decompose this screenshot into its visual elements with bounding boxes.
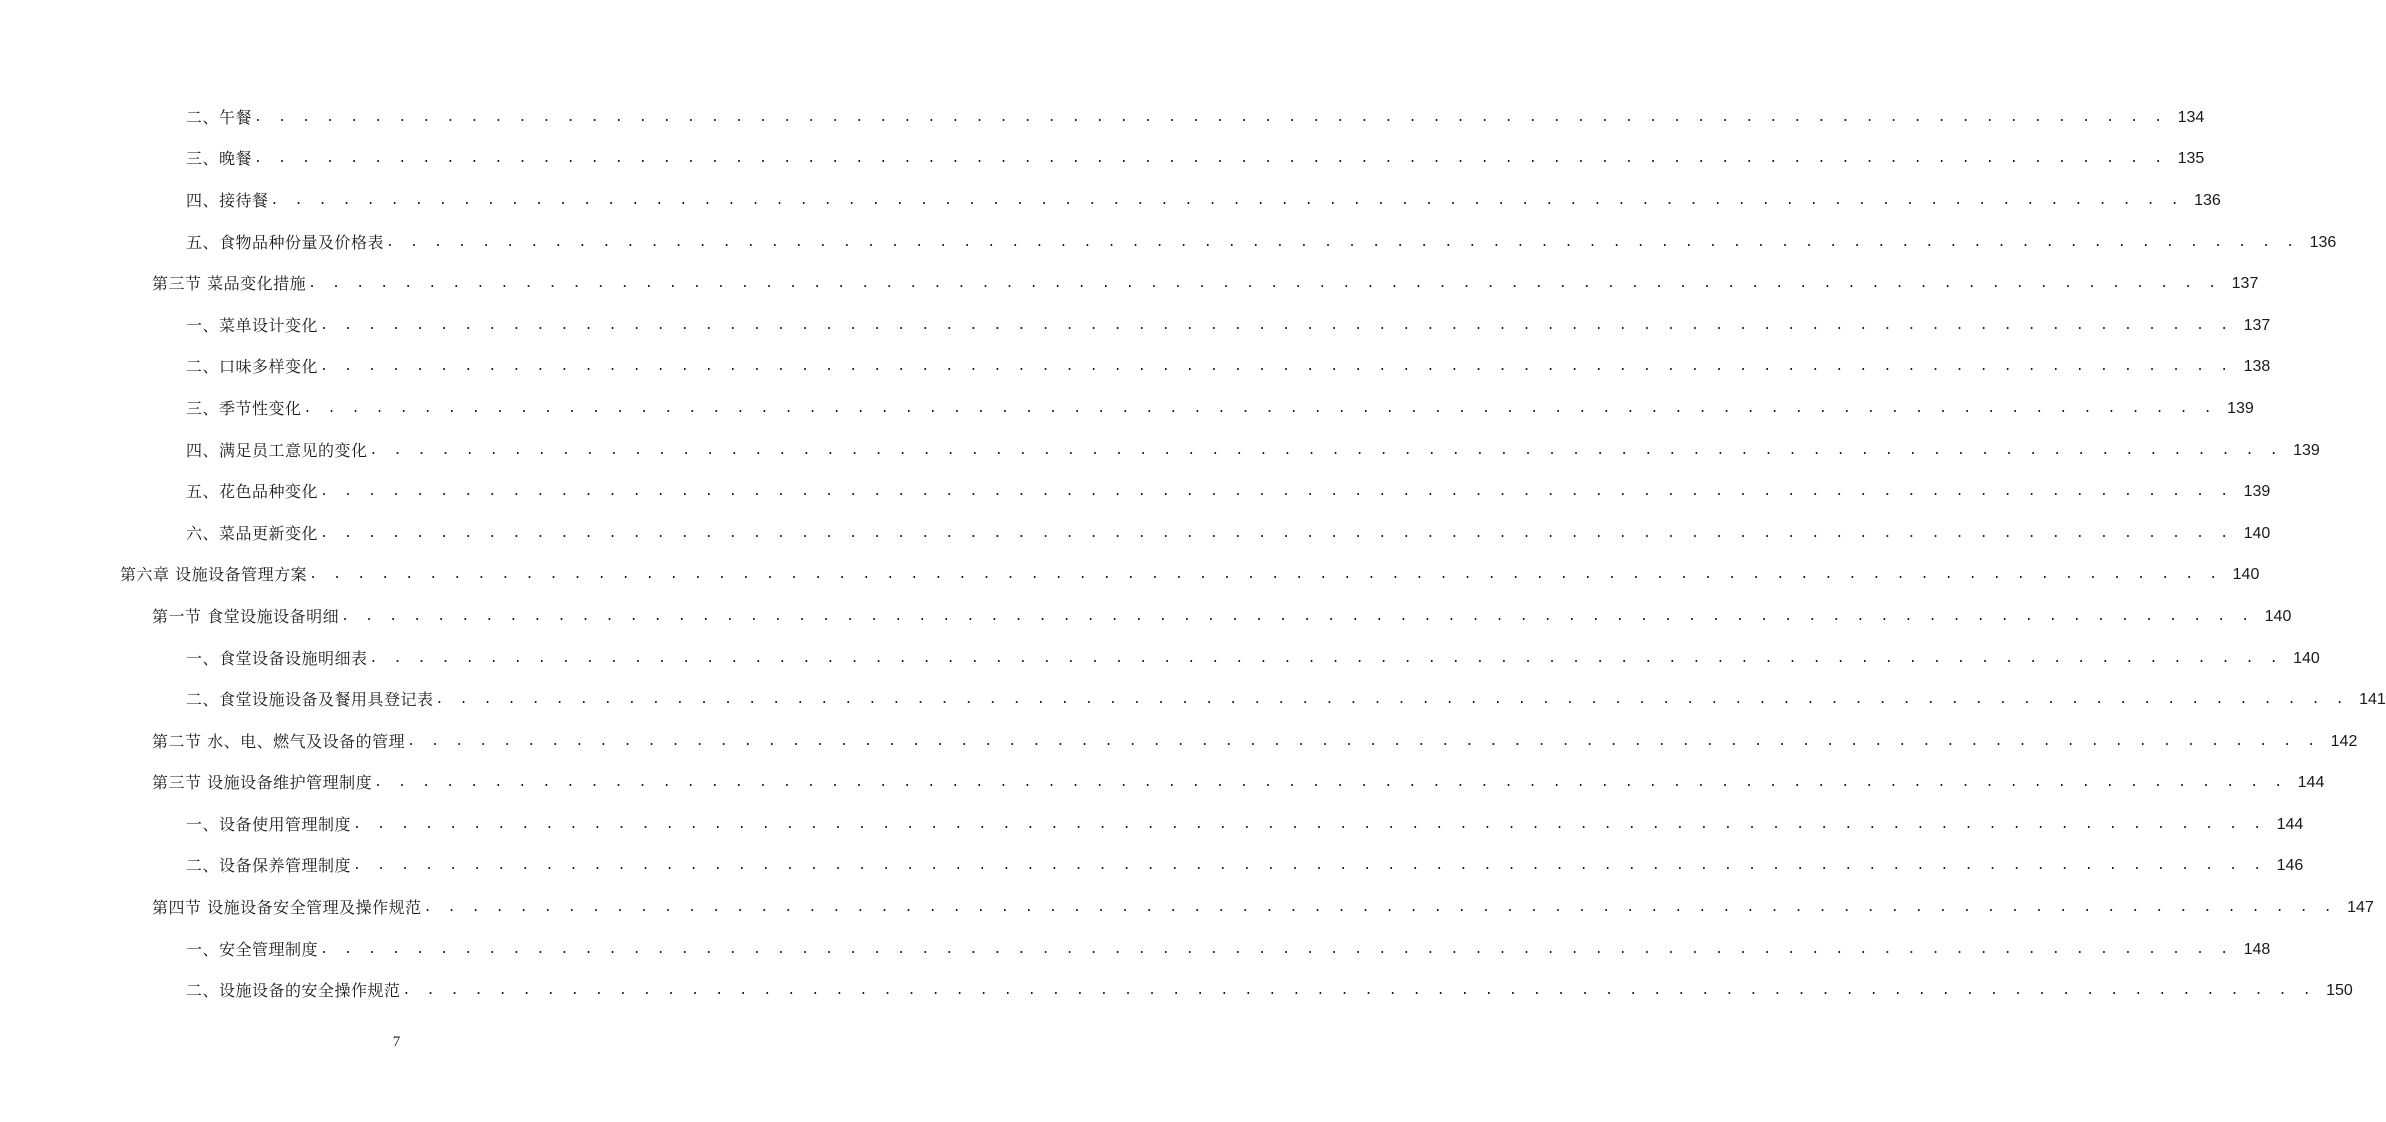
toc-entry[interactable] — [0, 471, 2271, 513]
dot-leader: . . . . . . . . . . . . . . . . . . . . . . . . . . . . . . . . . . . . . . . . . . . . . . . . . . . . . . . . . . . . . . . . . . . . . . . . . . . . . . . . — [303, 400, 2216, 416]
toc-entry-title: 第三节 设施设备维护管理制度 — [152, 773, 373, 793]
dot-leader: . . . . . . . . . . . . . . . . . . . . . . . . . . . . . . . . . . . . . . . . . . . . . . . . . . . . . . . . . . . . . . . . . . . . . . . . . . . . . . . . — [270, 192, 2183, 208]
dot-leader: . . . . . . . . . . . . . . . . . . . . . . . . . . . . . . . . . . . . . . . . . . . . . . . . . . . . . . . . . . . . . . . . . . . . . . . . . . . . . . . . — [407, 733, 2320, 749]
dot-leader: . . . . . . . . . . . . . . . . . . . . . . . . . . . . . . . . . . . . . . . . . . . . . . . . . . . . . . . . . . . . . . . . . . . . . . . . . . . . . . . . — [308, 276, 2221, 292]
toc-entry[interactable] — [0, 430, 2320, 472]
toc-entry[interactable] — [0, 222, 2337, 264]
toc-entry-page: 138 — [2243, 358, 2271, 376]
toc-entry[interactable] — [0, 679, 2386, 721]
toc-entry-page: 142 — [2330, 732, 2358, 750]
toc-entry-title: 五、食物品种份量及价格表 — [186, 232, 385, 252]
toc-entry-title: 二、设施设备的安全操作规范 — [186, 981, 401, 1001]
toc-entry[interactable] — [0, 596, 2292, 638]
toc-entry-title: 四、满足员工意见的变化 — [186, 440, 368, 460]
dot-leader: . . . . . . . . . . . . . . . . . . . . . . . . . . . . . . . . . . . . . . . . . . . . . . . . . . . . . . . . . . . . . . . . . . . . . . . . . . . . . . . . — [320, 484, 2233, 500]
toc-entry-title: 二、午餐 — [186, 107, 253, 127]
dot-leader: . . . . . . . . . . . . . . . . . . . . . . . . . . . . . . . . . . . . . . . . . . . . . . . . . . . . . . . . . . . . . . . . . . . . . . . . . . . . . . . . — [402, 983, 2315, 999]
page-number: 7 — [392, 1034, 401, 1050]
toc-entry-title: 第三节 菜品变化措施 — [152, 274, 307, 294]
toc-entry[interactable] — [0, 263, 2259, 305]
toc-entry-page: 136 — [2194, 191, 2221, 209]
dot-leader: . . . . . . . . . . . . . . . . . . . . . . . . . . . . . . . . . . . . . . . . . . . . . . . . . . . . . . . . . . . . . . . . . . . . . . . . . . . . . . . . — [320, 525, 2233, 541]
toc-entry-page: 148 — [2243, 940, 2271, 958]
toc-entry-page: 147 — [2347, 899, 2374, 917]
dot-leader: . . . . . . . . . . . . . . . . . . . . . . . . . . . . . . . . . . . . . . . . . . . . . . . . . . . . . . . . . . . . . . . . . . . . . . . . . . . . . . . . — [435, 692, 2348, 708]
toc-entry-title: 二、食堂设施设备及餐用具登记表 — [186, 690, 434, 710]
toc-entry-title: 一、设备使用管理制度 — [186, 814, 352, 834]
toc-entry[interactable] — [0, 721, 2358, 763]
toc-entry[interactable] — [0, 97, 2205, 139]
toc-entry-page: 141 — [2359, 691, 2386, 709]
toc-entry[interactable] — [0, 638, 2320, 680]
toc-entry-page: 150 — [2326, 982, 2353, 1000]
toc-entry[interactable] — [0, 804, 2304, 846]
toc-entry-title: 第一节 食堂设施设备明细 — [152, 606, 340, 626]
dot-leader: . . . . . . . . . . . . . . . . . . . . . . . . . . . . . . . . . . . . . . . . . . . . . . . . . . . . . . . . . . . . . . . . . . . . . . . . . . . . . . . . — [341, 608, 2254, 624]
toc-entry[interactable] — [0, 763, 2325, 805]
toc-entry-page: 140 — [2264, 607, 2292, 625]
toc-entry[interactable] — [0, 139, 2205, 181]
toc-entry[interactable] — [0, 970, 2353, 1012]
toc-entry[interactable] — [0, 513, 2271, 555]
dot-leader: . . . . . . . . . . . . . . . . . . . . . . . . . . . . . . . . . . . . . . . . . . . . . . . . . . . . . . . . . . . . . . . . . . . . . . . . . . . . . . . . — [353, 816, 2266, 832]
dot-leader: . . . . . . . . . . . . . . . . . . . . . . . . . . . . . . . . . . . . . . . . . . . . . . . . . . . . . . . . . . . . . . . . . . . . . . . . . . . . . . . . — [386, 234, 2299, 250]
dot-leader: . . . . . . . . . . . . . . . . . . . . . . . . . . . . . . . . . . . . . . . . . . . . . . . . . . . . . . . . . . . . . . . . . . . . . . . . . . . . . . . . — [369, 442, 2282, 458]
toc-entry-title: 第四节 设施设备安全管理及操作规范 — [152, 898, 422, 918]
toc-entry-title: 二、设备保养管理制度 — [186, 856, 352, 876]
toc-entry-page: 136 — [2309, 233, 2337, 251]
toc-entry[interactable] — [0, 887, 2374, 929]
toc-entry-title: 一、食堂设备设施明细表 — [186, 648, 368, 668]
dot-leader: . . . . . . . . . . . . . . . . . . . . . . . . . . . . . . . . . . . . . . . . . . . . . . . . . . . . . . . . . . . . . . . . . . . . . . . . . . . . . . . . — [320, 359, 2233, 375]
dot-leader: . . . . . . . . . . . . . . . . . . . . . . . . . . . . . . . . . . . . . . . . . . . . . . . . . . . . . . . . . . . . . . . . . . . . . . . . . . . . . . . . — [374, 775, 2287, 791]
toc-entry-page: 139 — [2293, 441, 2320, 459]
toc-entry-page: 144 — [2297, 774, 2325, 792]
dot-leader: . . . . . . . . . . . . . . . . . . . . . . . . . . . . . . . . . . . . . . . . . . . . . . . . . . . . . . . . . . . . . . . . . . . . . . . . . . . . . . . . — [320, 317, 2233, 333]
toc-entry-page: 139 — [2227, 399, 2254, 417]
toc-entry-page: 137 — [2231, 275, 2259, 293]
dot-leader: . . . . . . . . . . . . . . . . . . . . . . . . . . . . . . . . . . . . . . . . . . . . . . . . . . . . . . . . . . . . . . . . . . . . . . . . . . . . . . . . — [254, 109, 2167, 125]
dot-leader: . . . . . . . . . . . . . . . . . . . . . . . . . . . . . . . . . . . . . . . . . . . . . . . . . . . . . . . . . . . . . . . . . . . . . . . . . . . . . . . . — [309, 567, 2222, 583]
toc-entry[interactable] — [0, 846, 2304, 888]
toc-entry[interactable] — [0, 305, 2271, 347]
toc-entry[interactable] — [0, 180, 2221, 222]
toc-entry-page: 140 — [2243, 524, 2271, 542]
toc-entry-title: 第六章 设施设备管理方案 — [120, 565, 308, 585]
toc-entry-title: 六、菜品更新变化 — [186, 523, 319, 543]
toc-entry-page: 137 — [2243, 316, 2271, 334]
toc-entry-title: 一、安全管理制度 — [186, 939, 319, 959]
toc-entry-page: 146 — [2276, 857, 2304, 875]
toc-entry-title: 一、菜单设计变化 — [186, 315, 319, 335]
toc-entry-page: 144 — [2276, 815, 2304, 833]
dot-leader: . . . . . . . . . . . . . . . . . . . . . . . . . . . . . . . . . . . . . . . . . . . . . . . . . . . . . . . . . . . . . . . . . . . . . . . . . . . . . . . . — [353, 858, 2266, 874]
toc-entry-title: 四、接待餐 — [186, 190, 269, 210]
table-of-contents — [0, 97, 2386, 1012]
dot-leader: . . . . . . . . . . . . . . . . . . . . . . . . . . . . . . . . . . . . . . . . . . . . . . . . . . . . . . . . . . . . . . . . . . . . . . . . . . . . . . . . — [423, 900, 2336, 916]
dot-leader: . . . . . . . . . . . . . . . . . . . . . . . . . . . . . . . . . . . . . . . . . . . . . . . . . . . . . . . . . . . . . . . . . . . . . . . . . . . . . . . . — [369, 650, 2282, 666]
toc-entry-page: 135 — [2177, 150, 2205, 168]
dot-leader: . . . . . . . . . . . . . . . . . . . . . . . . . . . . . . . . . . . . . . . . . . . . . . . . . . . . . . . . . . . . . . . . . . . . . . . . . . . . . . . . — [254, 151, 2167, 167]
toc-entry-title: 三、季节性变化 — [186, 398, 302, 418]
toc-entry-page: 140 — [2232, 566, 2260, 584]
toc-entry[interactable] — [0, 388, 2254, 430]
toc-entry-page: 134 — [2177, 108, 2205, 126]
toc-entry-title: 二、口味多样变化 — [186, 357, 319, 377]
toc-entry[interactable] — [0, 555, 2260, 597]
toc-entry[interactable] — [0, 347, 2271, 389]
toc-entry-title: 五、花色品种变化 — [186, 482, 319, 502]
toc-entry-page: 139 — [2243, 483, 2271, 501]
toc-entry-title: 三、晚餐 — [186, 149, 253, 169]
dot-leader: . . . . . . . . . . . . . . . . . . . . . . . . . . . . . . . . . . . . . . . . . . . . . . . . . . . . . . . . . . . . . . . . . . . . . . . . . . . . . . . . — [320, 941, 2233, 957]
toc-entry-title: 第二节 水、电、燃气及设备的管理 — [152, 731, 406, 751]
toc-entry-page: 140 — [2293, 649, 2320, 667]
toc-entry[interactable] — [0, 929, 2271, 971]
